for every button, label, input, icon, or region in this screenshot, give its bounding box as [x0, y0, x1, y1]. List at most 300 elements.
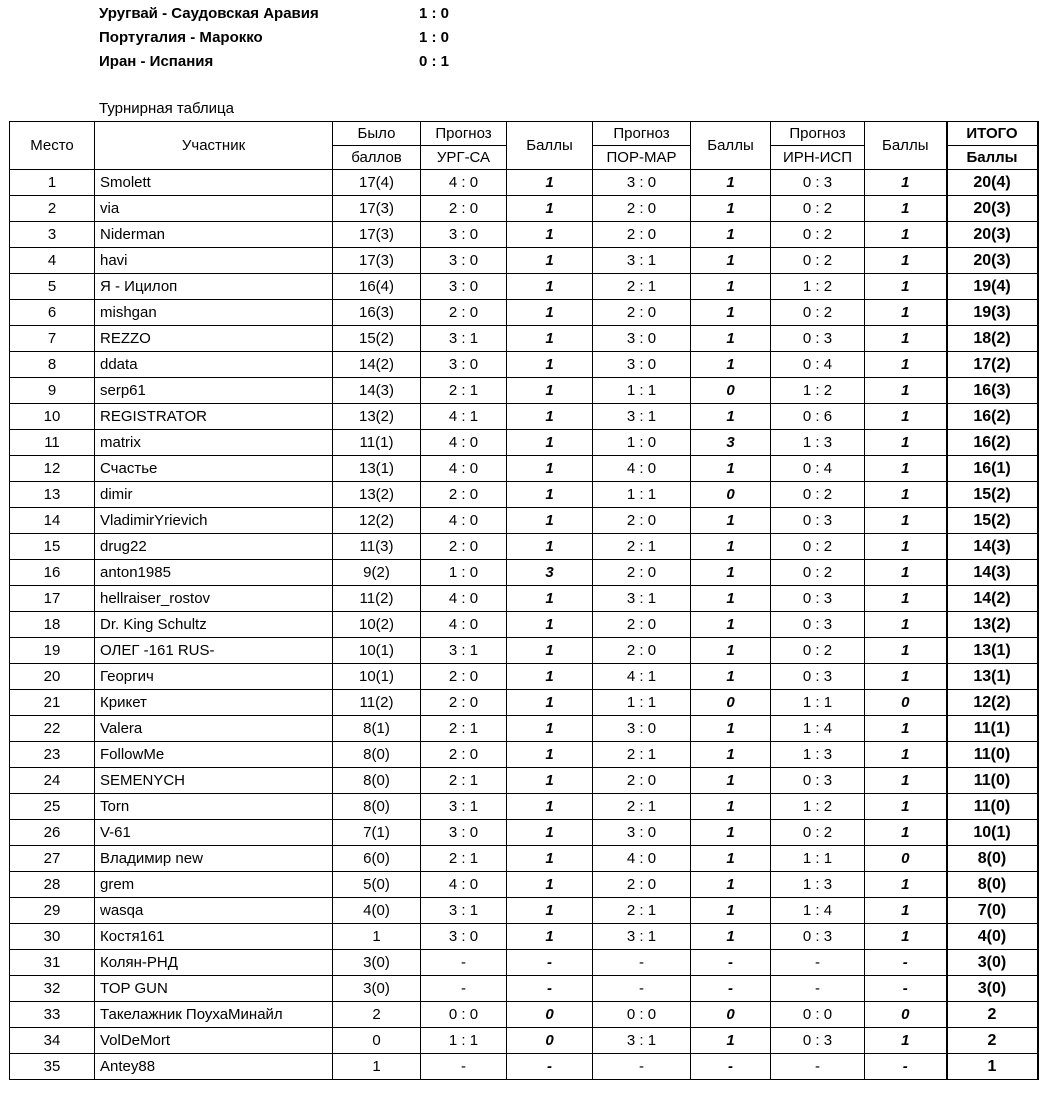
total-points-cell: 11(0) — [947, 742, 1038, 768]
total-points-cell: 12(2) — [947, 690, 1038, 716]
previous-points-cell: 6(0) — [333, 846, 421, 872]
match-result-1 — [99, 2, 499, 26]
prediction-irn-esp-cell: 0 : 4 — [771, 456, 865, 482]
prediction-uru-ksa-cell: 3 : 1 — [421, 794, 507, 820]
header-points-2: Баллы — [691, 122, 771, 170]
prediction-uru-ksa-cell: 3 : 0 — [421, 352, 507, 378]
points-por-mar-cell: 1 — [691, 1028, 771, 1054]
previous-points-cell: 11(2) — [333, 690, 421, 716]
points-por-mar-cell: 3 — [691, 430, 771, 456]
previous-points-cell: 11(3) — [333, 534, 421, 560]
points-por-mar-cell: 1 — [691, 534, 771, 560]
prediction-irn-esp-cell: 1 : 4 — [771, 716, 865, 742]
points-uru-ksa-cell: 1 — [507, 378, 593, 404]
table-row — [10, 560, 1038, 586]
participant-cell: matrix — [95, 430, 333, 456]
points-uru-ksa-cell: 1 — [507, 534, 593, 560]
previous-points-cell: 0 — [333, 1028, 421, 1054]
points-uru-ksa-cell: - — [507, 950, 593, 976]
place-cell: 7 — [10, 326, 95, 352]
total-points-cell: 11(0) — [947, 794, 1038, 820]
total-points-cell: 20(3) — [947, 222, 1038, 248]
prediction-por-mar-cell: 1 : 1 — [593, 378, 691, 404]
points-por-mar-cell: - — [691, 950, 771, 976]
prediction-por-mar-cell: 1 : 0 — [593, 430, 691, 456]
table-row — [10, 534, 1038, 560]
participant-cell: REGISTRATOR — [95, 404, 333, 430]
points-uru-ksa-cell: 1 — [507, 508, 593, 534]
prediction-uru-ksa-cell: 2 : 1 — [421, 768, 507, 794]
total-points-cell: 3(0) — [947, 976, 1038, 1002]
points-uru-ksa-cell: 1 — [507, 794, 593, 820]
points-irn-esp-cell: 1 — [865, 924, 947, 950]
prediction-por-mar-cell: 2 : 0 — [593, 222, 691, 248]
points-irn-esp-cell: 1 — [865, 820, 947, 846]
header-points-3: Баллы — [865, 122, 947, 170]
prediction-uru-ksa-cell: 3 : 0 — [421, 820, 507, 846]
points-uru-ksa-cell: 1 — [507, 274, 593, 300]
points-por-mar-cell: 1 — [691, 196, 771, 222]
place-cell: 3 — [10, 222, 95, 248]
place-cell: 22 — [10, 716, 95, 742]
participant-cell: Niderman — [95, 222, 333, 248]
points-irn-esp-cell: 1 — [865, 482, 947, 508]
prediction-por-mar-cell: 3 : 1 — [593, 248, 691, 274]
total-points-cell: 14(2) — [947, 586, 1038, 612]
table-row — [10, 222, 1038, 248]
place-cell: 9 — [10, 378, 95, 404]
points-uru-ksa-cell: 1 — [507, 768, 593, 794]
points-por-mar-cell: 1 — [691, 898, 771, 924]
total-points-cell: 16(2) — [947, 404, 1038, 430]
total-points-cell: 16(3) — [947, 378, 1038, 404]
points-uru-ksa-cell: 1 — [507, 638, 593, 664]
points-por-mar-cell: 1 — [691, 508, 771, 534]
participant-cell: anton1985 — [95, 560, 333, 586]
previous-points-cell: 10(1) — [333, 664, 421, 690]
header-pred-2: Прогноз — [593, 122, 691, 146]
place-cell: 19 — [10, 638, 95, 664]
points-irn-esp-cell: 1 — [865, 612, 947, 638]
prediction-irn-esp-cell: 0 : 3 — [771, 924, 865, 950]
total-points-cell: 18(2) — [947, 326, 1038, 352]
participant-cell: Dr. King Schultz — [95, 612, 333, 638]
header-points-1: Баллы — [507, 122, 593, 170]
prediction-por-mar-cell: 2 : 1 — [593, 898, 691, 924]
points-por-mar-cell: - — [691, 1054, 771, 1080]
prediction-por-mar-cell: 4 : 0 — [593, 846, 691, 872]
points-por-mar-cell: 1 — [691, 638, 771, 664]
total-points-cell: 13(2) — [947, 612, 1038, 638]
place-cell: 32 — [10, 976, 95, 1002]
prediction-uru-ksa-cell: - — [421, 976, 507, 1002]
previous-points-cell: 17(4) — [333, 170, 421, 196]
header-pred-1: Прогноз — [421, 122, 507, 146]
prediction-por-mar-cell: 3 : 0 — [593, 326, 691, 352]
prediction-uru-ksa-cell: 3 : 0 — [421, 248, 507, 274]
points-uru-ksa-cell: 1 — [507, 170, 593, 196]
prediction-por-mar-cell: 2 : 0 — [593, 508, 691, 534]
points-irn-esp-cell: 1 — [865, 248, 947, 274]
points-por-mar-cell: 0 — [691, 482, 771, 508]
place-cell: 28 — [10, 872, 95, 898]
prediction-uru-ksa-cell: 4 : 0 — [421, 872, 507, 898]
prediction-irn-esp-cell: 0 : 3 — [771, 170, 865, 196]
points-irn-esp-cell: 1 — [865, 170, 947, 196]
points-irn-esp-cell: 1 — [865, 300, 947, 326]
place-cell: 25 — [10, 794, 95, 820]
prediction-por-mar-cell: 3 : 1 — [593, 404, 691, 430]
participant-cell: Такелажник ПоухаМинайл — [95, 1002, 333, 1028]
place-cell: 31 — [10, 950, 95, 976]
place-cell: 23 — [10, 742, 95, 768]
points-uru-ksa-cell: 1 — [507, 612, 593, 638]
participant-cell: FollowMe — [95, 742, 333, 768]
participant-cell: Георгич — [95, 664, 333, 690]
points-irn-esp-cell: 1 — [865, 274, 947, 300]
points-uru-ksa-cell: 1 — [507, 664, 593, 690]
match-result-3 — [99, 50, 499, 74]
points-uru-ksa-cell: 1 — [507, 456, 593, 482]
points-irn-esp-cell: - — [865, 950, 947, 976]
place-cell: 8 — [10, 352, 95, 378]
participant-cell: Костя161 — [95, 924, 333, 950]
total-points-cell: 7(0) — [947, 898, 1038, 924]
points-por-mar-cell: 1 — [691, 664, 771, 690]
previous-points-cell: 1 — [333, 924, 421, 950]
previous-points-cell: 3(0) — [333, 950, 421, 976]
place-cell: 10 — [10, 404, 95, 430]
prediction-por-mar-cell: 1 : 1 — [593, 690, 691, 716]
total-points-cell: 2 — [947, 1002, 1038, 1028]
total-points-cell: 15(2) — [947, 508, 1038, 534]
prediction-por-mar-cell: 2 : 1 — [593, 742, 691, 768]
prediction-por-mar-cell: 3 : 0 — [593, 352, 691, 378]
points-uru-ksa-cell: 1 — [507, 846, 593, 872]
participant-cell: SEMENYCH — [95, 768, 333, 794]
previous-points-cell: 11(1) — [333, 430, 421, 456]
table-row — [10, 1002, 1038, 1028]
table-row — [10, 716, 1038, 742]
points-por-mar-cell: 1 — [691, 924, 771, 950]
points-uru-ksa-cell: 1 — [507, 248, 593, 274]
place-cell: 2 — [10, 196, 95, 222]
prediction-uru-ksa-cell: 2 : 0 — [421, 664, 507, 690]
table-row — [10, 586, 1038, 612]
points-irn-esp-cell: 1 — [865, 378, 947, 404]
header-game-2: ПОР-МАР — [593, 146, 691, 170]
prediction-irn-esp-cell: 1 : 2 — [771, 794, 865, 820]
points-por-mar-cell: 1 — [691, 742, 771, 768]
prediction-irn-esp-cell: 1 : 3 — [771, 872, 865, 898]
place-cell: 20 — [10, 664, 95, 690]
prediction-por-mar-cell: 2 : 0 — [593, 196, 691, 222]
prediction-uru-ksa-cell: 2 : 1 — [421, 716, 507, 742]
participant-cell: REZZO — [95, 326, 333, 352]
table-row — [10, 950, 1038, 976]
participant-cell: via — [95, 196, 333, 222]
previous-points-cell: 17(3) — [333, 222, 421, 248]
prediction-por-mar-cell: 2 : 1 — [593, 794, 691, 820]
points-irn-esp-cell: 1 — [865, 1028, 947, 1054]
table-row — [10, 1028, 1038, 1054]
total-points-cell: 15(2) — [947, 482, 1038, 508]
prediction-irn-esp-cell: 0 : 2 — [771, 222, 865, 248]
prediction-irn-esp-cell: 0 : 2 — [771, 638, 865, 664]
participant-cell: Владимир new — [95, 846, 333, 872]
participant-cell: Колян-РНД — [95, 950, 333, 976]
participant-cell: TOP GUN — [95, 976, 333, 1002]
participant-cell: V-61 — [95, 820, 333, 846]
prediction-uru-ksa-cell: 2 : 1 — [421, 378, 507, 404]
table-row — [10, 898, 1038, 924]
points-irn-esp-cell: 1 — [865, 560, 947, 586]
participant-cell: hellraiser_rostov — [95, 586, 333, 612]
points-irn-esp-cell: 1 — [865, 456, 947, 482]
table-row — [10, 430, 1038, 456]
points-irn-esp-cell: 1 — [865, 326, 947, 352]
prediction-uru-ksa-cell: 3 : 1 — [421, 326, 507, 352]
match-score: 0 : 1 — [419, 53, 450, 70]
place-cell: 5 — [10, 274, 95, 300]
previous-points-cell: 14(2) — [333, 352, 421, 378]
points-por-mar-cell: 1 — [691, 248, 771, 274]
points-por-mar-cell: 1 — [691, 768, 771, 794]
place-cell: 30 — [10, 924, 95, 950]
points-irn-esp-cell: 1 — [865, 716, 947, 742]
prediction-irn-esp-cell: 0 : 2 — [771, 482, 865, 508]
prediction-por-mar-cell: 2 : 0 — [593, 638, 691, 664]
prediction-por-mar-cell: 2 : 0 — [593, 872, 691, 898]
points-irn-esp-cell: 1 — [865, 534, 947, 560]
points-uru-ksa-cell: 1 — [507, 820, 593, 846]
place-cell: 12 — [10, 456, 95, 482]
total-points-cell: 8(0) — [947, 872, 1038, 898]
header-game-1: УРГ-СА — [421, 146, 507, 170]
table-row — [10, 976, 1038, 1002]
previous-points-cell: 4(0) — [333, 898, 421, 924]
prediction-irn-esp-cell: 0 : 2 — [771, 560, 865, 586]
header-total-bottom: Баллы — [947, 146, 1038, 170]
prediction-por-mar-cell: 3 : 0 — [593, 716, 691, 742]
place-cell: 35 — [10, 1054, 95, 1080]
points-irn-esp-cell: - — [865, 1054, 947, 1080]
participant-cell: Счастье — [95, 456, 333, 482]
total-points-cell: 3(0) — [947, 950, 1038, 976]
points-irn-esp-cell: 1 — [865, 898, 947, 924]
prediction-por-mar-cell: - — [593, 976, 691, 1002]
previous-points-cell: 1 — [333, 1054, 421, 1080]
previous-points-cell: 15(2) — [333, 326, 421, 352]
points-irn-esp-cell: 1 — [865, 222, 947, 248]
total-points-cell: 14(3) — [947, 560, 1038, 586]
participant-cell: serp61 — [95, 378, 333, 404]
previous-points-cell: 8(0) — [333, 768, 421, 794]
points-irn-esp-cell: 1 — [865, 586, 947, 612]
table-row — [10, 794, 1038, 820]
previous-points-cell: 17(3) — [333, 196, 421, 222]
prediction-irn-esp-cell: 0 : 2 — [771, 534, 865, 560]
prediction-irn-esp-cell: 0 : 2 — [771, 820, 865, 846]
total-points-cell: 19(3) — [947, 300, 1038, 326]
participant-cell: Крикет — [95, 690, 333, 716]
table-row — [10, 248, 1038, 274]
previous-points-cell: 8(0) — [333, 794, 421, 820]
prediction-uru-ksa-cell: 3 : 0 — [421, 274, 507, 300]
prediction-uru-ksa-cell: 4 : 0 — [421, 456, 507, 482]
prediction-uru-ksa-cell: 4 : 0 — [421, 612, 507, 638]
prediction-irn-esp-cell: 0 : 2 — [771, 300, 865, 326]
prediction-irn-esp-cell: 1 : 3 — [771, 742, 865, 768]
points-por-mar-cell: 1 — [691, 872, 771, 898]
prediction-por-mar-cell: 3 : 1 — [593, 924, 691, 950]
prediction-por-mar-cell: 1 : 1 — [593, 482, 691, 508]
prediction-uru-ksa-cell: 3 : 0 — [421, 222, 507, 248]
prediction-irn-esp-cell: 0 : 3 — [771, 508, 865, 534]
points-por-mar-cell: 1 — [691, 170, 771, 196]
total-points-cell: 17(2) — [947, 352, 1038, 378]
points-uru-ksa-cell: 1 — [507, 716, 593, 742]
previous-points-cell: 8(0) — [333, 742, 421, 768]
prediction-uru-ksa-cell: 2 : 0 — [421, 690, 507, 716]
prediction-uru-ksa-cell: 2 : 1 — [421, 846, 507, 872]
total-points-cell: 11(0) — [947, 768, 1038, 794]
points-por-mar-cell: 1 — [691, 404, 771, 430]
points-irn-esp-cell: 1 — [865, 664, 947, 690]
participant-cell: ОЛЕГ -161 RUS- — [95, 638, 333, 664]
points-por-mar-cell: 1 — [691, 586, 771, 612]
previous-points-cell: 13(2) — [333, 404, 421, 430]
points-uru-ksa-cell: 1 — [507, 300, 593, 326]
place-cell: 27 — [10, 846, 95, 872]
points-por-mar-cell: 1 — [691, 456, 771, 482]
place-cell: 26 — [10, 820, 95, 846]
prediction-irn-esp-cell: 1 : 4 — [771, 898, 865, 924]
place-cell: 14 — [10, 508, 95, 534]
points-uru-ksa-cell: 1 — [507, 326, 593, 352]
table-row — [10, 690, 1038, 716]
total-points-cell: 11(1) — [947, 716, 1038, 742]
prediction-irn-esp-cell: 0 : 3 — [771, 1028, 865, 1054]
points-por-mar-cell: 0 — [691, 690, 771, 716]
prediction-uru-ksa-cell: 3 : 0 — [421, 924, 507, 950]
place-cell: 13 — [10, 482, 95, 508]
total-points-cell: 14(3) — [947, 534, 1038, 560]
prediction-uru-ksa-cell: 4 : 1 — [421, 404, 507, 430]
points-por-mar-cell: 1 — [691, 274, 771, 300]
participant-cell: VolDeMort — [95, 1028, 333, 1054]
prediction-por-mar-cell: 2 : 0 — [593, 300, 691, 326]
table-row — [10, 404, 1038, 430]
match-name: Португалия - Марокко — [99, 29, 263, 46]
total-points-cell: 1 — [947, 1054, 1038, 1080]
total-points-cell: 10(1) — [947, 820, 1038, 846]
points-por-mar-cell: 1 — [691, 222, 771, 248]
prediction-uru-ksa-cell: 3 : 1 — [421, 898, 507, 924]
participant-cell: VladimirYrievich — [95, 508, 333, 534]
header-total-top: ИТОГО — [947, 122, 1038, 146]
table-row — [10, 170, 1038, 196]
participant-cell: Torn — [95, 794, 333, 820]
table-row — [10, 638, 1038, 664]
place-cell: 17 — [10, 586, 95, 612]
prediction-irn-esp-cell: 0 : 6 — [771, 404, 865, 430]
previous-points-cell: 17(3) — [333, 248, 421, 274]
points-uru-ksa-cell: 0 — [507, 1028, 593, 1054]
prediction-irn-esp-cell: - — [771, 950, 865, 976]
previous-points-cell: 13(2) — [333, 482, 421, 508]
table-row — [10, 456, 1038, 482]
prediction-irn-esp-cell: 1 : 1 — [771, 846, 865, 872]
prediction-uru-ksa-cell: 1 : 0 — [421, 560, 507, 586]
prediction-por-mar-cell: 2 : 0 — [593, 612, 691, 638]
table-row — [10, 482, 1038, 508]
points-irn-esp-cell: 1 — [865, 638, 947, 664]
header-participant: Участник — [95, 122, 333, 170]
prediction-uru-ksa-cell: 4 : 0 — [421, 508, 507, 534]
prediction-irn-esp-cell: 0 : 3 — [771, 326, 865, 352]
prediction-por-mar-cell: 3 : 1 — [593, 1028, 691, 1054]
prediction-por-mar-cell: 2 : 1 — [593, 534, 691, 560]
prediction-uru-ksa-cell: 2 : 0 — [421, 300, 507, 326]
previous-points-cell: 12(2) — [333, 508, 421, 534]
previous-points-cell: 9(2) — [333, 560, 421, 586]
points-por-mar-cell: - — [691, 976, 771, 1002]
table-row — [10, 820, 1038, 846]
prediction-irn-esp-cell: 0 : 0 — [771, 1002, 865, 1028]
previous-points-cell: 11(2) — [333, 586, 421, 612]
participant-cell: mishgan — [95, 300, 333, 326]
previous-points-cell: 16(4) — [333, 274, 421, 300]
prediction-uru-ksa-cell: - — [421, 950, 507, 976]
previous-points-cell: 3(0) — [333, 976, 421, 1002]
prediction-irn-esp-cell: 0 : 3 — [771, 586, 865, 612]
total-points-cell: 20(3) — [947, 248, 1038, 274]
prediction-por-mar-cell: 3 : 1 — [593, 586, 691, 612]
previous-points-cell: 13(1) — [333, 456, 421, 482]
participant-cell: Я - Ицилоп — [95, 274, 333, 300]
prediction-uru-ksa-cell: 3 : 1 — [421, 638, 507, 664]
table-row — [10, 508, 1038, 534]
points-uru-ksa-cell: - — [507, 976, 593, 1002]
points-uru-ksa-cell: 1 — [507, 404, 593, 430]
participant-cell: Smolett — [95, 170, 333, 196]
previous-points-cell: 7(1) — [333, 820, 421, 846]
standings-table — [9, 121, 1039, 1080]
place-cell: 29 — [10, 898, 95, 924]
previous-points-cell: 8(1) — [333, 716, 421, 742]
prediction-irn-esp-cell: 0 : 3 — [771, 664, 865, 690]
prediction-uru-ksa-cell: 1 : 1 — [421, 1028, 507, 1054]
total-points-cell: 19(4) — [947, 274, 1038, 300]
total-points-cell: 4(0) — [947, 924, 1038, 950]
points-por-mar-cell: 1 — [691, 612, 771, 638]
previous-points-cell: 5(0) — [333, 872, 421, 898]
points-irn-esp-cell: 1 — [865, 404, 947, 430]
previous-points-cell: 10(1) — [333, 638, 421, 664]
place-cell: 21 — [10, 690, 95, 716]
points-irn-esp-cell: 0 — [865, 690, 947, 716]
prediction-irn-esp-cell: 1 : 2 — [771, 274, 865, 300]
previous-points-cell: 16(3) — [333, 300, 421, 326]
place-cell: 11 — [10, 430, 95, 456]
points-por-mar-cell: 1 — [691, 560, 771, 586]
points-por-mar-cell: 1 — [691, 326, 771, 352]
prediction-por-mar-cell: 4 : 1 — [593, 664, 691, 690]
prediction-irn-esp-cell: 1 : 2 — [771, 378, 865, 404]
points-irn-esp-cell: 1 — [865, 742, 947, 768]
header-pred-3: Прогноз — [771, 122, 865, 146]
